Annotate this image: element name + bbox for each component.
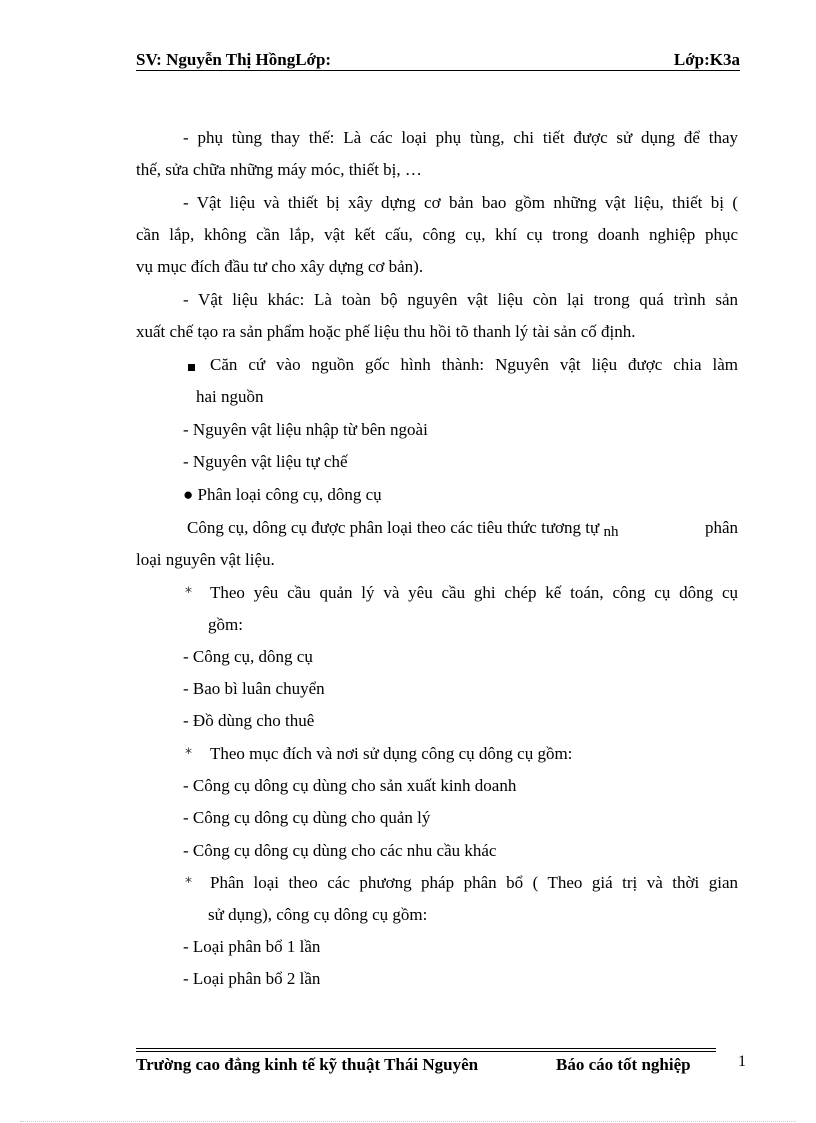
footer-divider: [136, 1051, 716, 1052]
dash-item: - Đồ dùng cho thuê: [183, 711, 315, 730]
dash-item: - Nguyên vật liệu tự chế: [183, 452, 348, 471]
paragraph-line: - phụ tùng thay thế: Là các loại phụ tùng, chi tiết được sử dụng để thay: [183, 128, 738, 147]
dash-item: - Công cụ dông cụ dùng cho quản lý: [183, 808, 431, 827]
paragraph-line: - Vật liệu và thiết bị xây dựng cơ bản bao gồm những vật liệu, thiết bị (: [183, 193, 738, 212]
paragraph-line: cần lắp, không cần lắp, vật kết cấu, công cụ, khí cụ trong doanh nghiệp phục: [136, 225, 738, 244]
footer-divider: [136, 1048, 716, 1049]
square-bullet-icon: [188, 364, 195, 371]
footer-school: Trường cao đẳng kinh tế kỹ thuật Thái Nguyên: [136, 1055, 479, 1074]
bullet-line: sử dụng), công cụ dông cụ gồm:: [208, 905, 428, 924]
asterisk-bullet-icon: *: [185, 875, 192, 891]
paragraph-text: Công cụ, dông cụ được phân loại theo các tiêu thức tương tự: [187, 518, 600, 537]
bullet-line: hai nguồn: [196, 387, 264, 406]
bullet-line: Căn cứ vào nguồn gốc hình thành: Nguyên vật liệu được chia làm: [210, 355, 738, 374]
bullet-line: Theo yêu cầu quản lý và yêu cầu ghi chép kế toán, công cụ dông cụ: [210, 583, 738, 602]
asterisk-bullet-icon: *: [185, 746, 192, 762]
bullet-line: Phân loại theo các phương pháp phân bổ ( Theo giá trị và thời gian: [210, 873, 738, 892]
dash-item: - Công cụ, dông cụ: [183, 647, 313, 666]
dash-item: - Bao bì luân chuyển: [183, 679, 325, 698]
bullet-line: gồm:: [208, 615, 243, 634]
header-class: Lớp:K3a: [673, 50, 740, 69]
dash-item: - Loại phân bổ 1 lần: [183, 937, 321, 956]
page-edge-line: [20, 1121, 796, 1122]
dash-item: - Nguyên vật liệu nhập từ bên ngoài: [183, 420, 428, 439]
paragraph-line: loại nguyên vật liệu.: [136, 550, 275, 569]
paragraph-fragment: nh: [603, 524, 619, 540]
paragraph-line: xuất chế tạo ra sản phẩm hoặc phế liệu thu hồi tõ thanh lý tài sản cố định.: [136, 322, 636, 341]
paragraph-line: vụ mục đích đầu tư cho xây dựng cơ bản).: [136, 257, 424, 276]
paragraph-line: - Vật liệu khác: Là toàn bộ nguyên vật liệu còn lại trong quá trình sản: [183, 290, 738, 309]
footer-report-title: Báo cáo tốt nghiệp: [556, 1055, 691, 1074]
dash-item: - Công cụ dông cụ dùng cho sản xuất kinh doanh: [183, 776, 517, 795]
paragraph-line: thế, sửa chữa những máy móc, thiết bị, …: [136, 160, 422, 179]
bullet-line: Theo mục đích và nơi sử dụng công cụ dông cụ gồm:: [210, 744, 573, 763]
paragraph-line: [187, 518, 738, 538]
page-number: 1: [738, 1053, 746, 1070]
page-header: [136, 50, 740, 71]
dash-item: - Công cụ dông cụ dùng cho các nhu cầu khác: [183, 841, 497, 860]
dot-bullet-heading: ● Phân loại công cụ, dông cụ: [183, 485, 382, 504]
asterisk-bullet-icon: *: [185, 585, 192, 601]
dash-item: - Loại phân bổ 2 lần: [183, 969, 321, 988]
paragraph-fragment: phân: [704, 518, 738, 537]
header-student: SV: Nguyễn Thị HồngLớp:: [136, 50, 332, 69]
